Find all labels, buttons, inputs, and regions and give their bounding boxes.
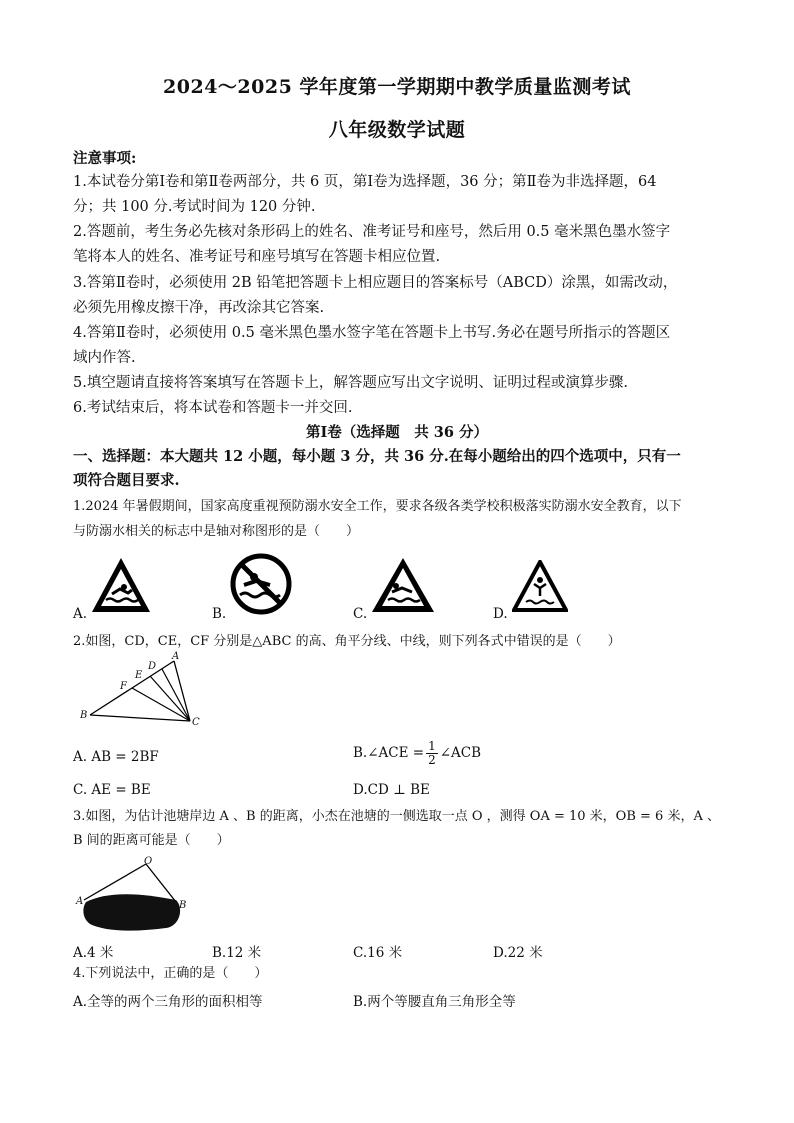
- q3-stem-2: B 间的距离可能是（ ）: [73, 833, 230, 848]
- exam-title: 2024～2025 学年度第一学期期中教学质量监测考试: [163, 76, 631, 98]
- notes-line-10: 6.考试结束后，将本试卷和答题卡一并交回.: [73, 400, 353, 416]
- notes-line-2: 分；共 100 分.考试时间为 120 分钟.: [73, 199, 316, 215]
- q3-label-a: A: [76, 896, 84, 907]
- q1-option-c: C.: [353, 606, 368, 622]
- exam-subtitle: 八年级数学试题: [328, 119, 466, 141]
- q2-label-d: D: [148, 661, 157, 672]
- q1-option-b: B.: [212, 606, 227, 622]
- q4-option-a: A.全等的两个三角形的面积相等: [73, 994, 263, 1010]
- q2-option-b-fraction: [426, 740, 438, 767]
- q1-option-d: D.: [493, 606, 508, 622]
- notes-heading: 注意事项:: [73, 150, 137, 167]
- q3-label-o: O: [144, 856, 153, 867]
- q2-option-a: A. AB = 2BF: [73, 749, 159, 765]
- notes-line-8: 域内作答.: [73, 350, 136, 366]
- q2-label-f: F: [120, 681, 127, 692]
- notes-line-3: 2.答题前，考生务必先核对条形码上的姓名、准考证号和座号，然后用 0.5 毫米黑色墨水签字: [73, 224, 671, 240]
- notes-line-1: 1.本试卷分第Ⅰ卷和第Ⅱ卷两部分，共 6 页，第Ⅰ卷为选择题，36 分；第Ⅱ卷为非选择题，64: [73, 174, 657, 190]
- warning-swimmer-icon: [90, 556, 152, 614]
- q2-option-b: [353, 740, 481, 767]
- notes-line-7: 4.答第Ⅱ卷时，必须使用 0.5 毫米黑色墨水签字笔在答题卡上书写.务必在题号所指示的答题区: [73, 325, 671, 341]
- notes-line-4: 笔将本人的姓名、准考证号和座号填写在答题卡相应位置.: [73, 249, 441, 265]
- q1-option-a: A.: [73, 606, 88, 622]
- q3-stem-1: 3.如图，为估计池塘岸边 A 、B 的距离，小杰在池塘的一侧选取一点 O ，测得 OA = 10 米，OB = 6 米，A 、: [73, 809, 720, 824]
- notes-line-5: 3.答第Ⅱ卷时，必须使用 2B 铅笔把答题卡上相应题目的答案标号（ABCD）涂黑，如需改动，: [73, 275, 678, 291]
- q2-label-c: C: [192, 717, 200, 728]
- notes-line-6: 必须先用橡皮擦干净，再改涂其它答案.: [73, 300, 325, 316]
- q3-pond-figure: [76, 856, 196, 936]
- warning-drowning-icon: [512, 560, 568, 612]
- no-swimming-icon: [230, 553, 292, 615]
- section1-heading: 第Ⅰ卷（选择题 共 36 分）: [305, 424, 489, 441]
- q3-option-d: D.22 米: [493, 945, 543, 961]
- q1-stem-1: 1.2024 年暑假期间，国家高度重视预防溺水安全工作，要求各级各类学校积极落实防溺水安全教育，以下: [73, 499, 682, 514]
- q2-option-b-suffix: ∠ACB: [439, 745, 482, 761]
- notes-line-9: 5.填空题请直接将答案填写在答题卡上，解答题应写出文字说明、证明过程或演算步骤.: [73, 375, 628, 391]
- q2-option-b-numerator: 1: [428, 739, 436, 753]
- q2-label-e: E: [135, 670, 143, 681]
- q1-stem-2: 与防溺水相关的标志中是轴对称图形的是（ ）: [73, 524, 360, 539]
- q2-stem: 2.如图，CD，CE，CF 分别是△ABC 的高、角平分线、中线，则下列各式中错误的是（ ）: [73, 634, 621, 649]
- q2-option-d: D.CD ⊥ BE: [353, 782, 430, 798]
- section1-instruction-1: 一、选择题：本大题共 12 小题，每小题 3 分，共 36 分.在每小题给出的四个选项中，只有一: [73, 448, 681, 465]
- q2-label-a: A: [172, 651, 180, 662]
- q4-option-b: B.两个等腰直角三角形全等: [353, 994, 516, 1010]
- q3-option-a: A.4 米: [73, 945, 114, 961]
- warning-diving-icon: [370, 556, 436, 614]
- section1-instruction-2: 项符合题目要求.: [73, 472, 180, 489]
- q3-label-b: B: [179, 900, 187, 911]
- q2-option-c: C. AE = BE: [73, 782, 151, 798]
- q2-triangle-figure: [78, 653, 208, 733]
- q2-option-b-denominator: 2: [428, 753, 436, 767]
- q4-stem: 4.下列说法中，正确的是（ ）: [73, 966, 268, 981]
- q3-option-b: B.12 米: [212, 945, 262, 961]
- q2-label-b: B: [80, 710, 88, 721]
- q3-option-c: C.16 米: [353, 945, 403, 961]
- q2-option-b-prefix: B.∠ACE =: [353, 745, 425, 761]
